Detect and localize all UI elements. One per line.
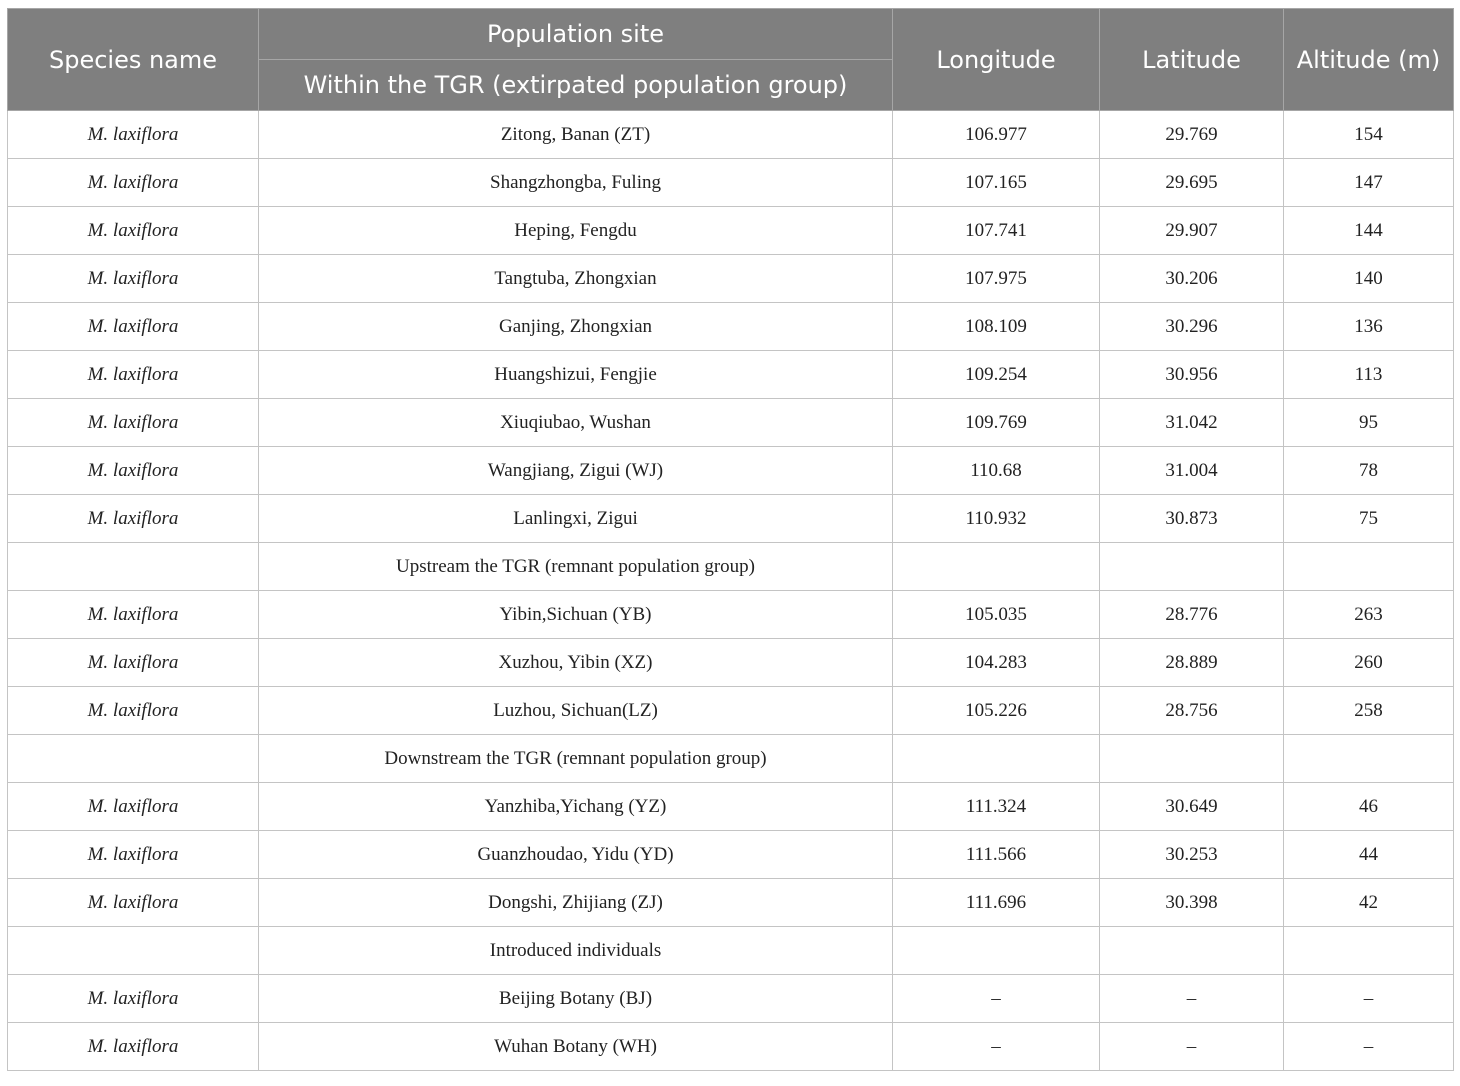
table-row: [8, 975, 1454, 1023]
cell-longitude: –: [893, 975, 1100, 1023]
table-body: [8, 111, 1454, 1071]
cell-latitude: 31.042: [1100, 399, 1284, 447]
cell-latitude: 30.873: [1100, 495, 1284, 543]
table-row: [8, 111, 1454, 159]
table-row: [8, 447, 1454, 495]
cell-altitude: 258: [1284, 687, 1454, 735]
cell-latitude: [1100, 735, 1284, 783]
table-row: [8, 399, 1454, 447]
cell-species: M. laxiflora: [8, 1023, 259, 1071]
cell-latitude: 30.206: [1100, 255, 1284, 303]
table-row: [8, 351, 1454, 399]
cell-site: Introduced individuals: [259, 927, 893, 975]
cell-latitude: 28.889: [1100, 639, 1284, 687]
cell-site: Downstream the TGR (remnant population group): [259, 735, 893, 783]
cell-species: M. laxiflora: [8, 207, 259, 255]
group-heading-row: [8, 543, 1454, 591]
cell-site: Beijing Botany (BJ): [259, 975, 893, 1023]
header-latitude: Latitude: [1100, 9, 1284, 111]
group-heading-row: [8, 735, 1454, 783]
cell-site: Xuzhou, Yibin (XZ): [259, 639, 893, 687]
cell-latitude: –: [1100, 1023, 1284, 1071]
table-row: [8, 831, 1454, 879]
cell-longitude: 111.566: [893, 831, 1100, 879]
cell-longitude: 105.226: [893, 687, 1100, 735]
header-longitude: Longitude: [893, 9, 1100, 111]
cell-latitude: 28.776: [1100, 591, 1284, 639]
cell-altitude: 263: [1284, 591, 1454, 639]
table-row: [8, 639, 1454, 687]
cell-site: Heping, Fengdu: [259, 207, 893, 255]
cell-longitude: 111.696: [893, 879, 1100, 927]
cell-species: M. laxiflora: [8, 447, 259, 495]
cell-altitude: 147: [1284, 159, 1454, 207]
cell-species: M. laxiflora: [8, 687, 259, 735]
cell-altitude: 113: [1284, 351, 1454, 399]
table-row: [8, 255, 1454, 303]
cell-latitude: [1100, 927, 1284, 975]
cell-longitude: 109.769: [893, 399, 1100, 447]
group-heading-row: [8, 927, 1454, 975]
cell-species: M. laxiflora: [8, 159, 259, 207]
table-row: [8, 495, 1454, 543]
cell-species: M. laxiflora: [8, 975, 259, 1023]
cell-latitude: 30.398: [1100, 879, 1284, 927]
table-row: [8, 159, 1454, 207]
cell-latitude: 30.296: [1100, 303, 1284, 351]
cell-latitude: 29.695: [1100, 159, 1284, 207]
cell-latitude: –: [1100, 975, 1284, 1023]
cell-site: Tangtuba, Zhongxian: [259, 255, 893, 303]
cell-site: Ganjing, Zhongxian: [259, 303, 893, 351]
cell-longitude: 105.035: [893, 591, 1100, 639]
table-row: [8, 687, 1454, 735]
cell-longitude: 110.932: [893, 495, 1100, 543]
cell-site: Dongshi, Zhijiang (ZJ): [259, 879, 893, 927]
cell-altitude: 144: [1284, 207, 1454, 255]
cell-longitude: 107.741: [893, 207, 1100, 255]
cell-longitude: 111.324: [893, 783, 1100, 831]
cell-species: M. laxiflora: [8, 831, 259, 879]
cell-site: Yanzhiba,Yichang (YZ): [259, 783, 893, 831]
table-header: [8, 9, 1454, 111]
cell-site: Yibin,Sichuan (YB): [259, 591, 893, 639]
cell-longitude: 108.109: [893, 303, 1100, 351]
cell-altitude: –: [1284, 1023, 1454, 1071]
cell-species: M. laxiflora: [8, 783, 259, 831]
cell-altitude: 75: [1284, 495, 1454, 543]
header-population-site: Population site: [259, 9, 893, 60]
cell-longitude: 104.283: [893, 639, 1100, 687]
cell-latitude: 29.907: [1100, 207, 1284, 255]
cell-site: Guanzhoudao, Yidu (YD): [259, 831, 893, 879]
cell-site: Shangzhongba, Fuling: [259, 159, 893, 207]
cell-latitude: 28.756: [1100, 687, 1284, 735]
cell-altitude: 154: [1284, 111, 1454, 159]
cell-longitude: [893, 735, 1100, 783]
cell-altitude: –: [1284, 975, 1454, 1023]
cell-latitude: 30.649: [1100, 783, 1284, 831]
cell-longitude: –: [893, 1023, 1100, 1071]
cell-site: Wangjiang, Zigui (WJ): [259, 447, 893, 495]
cell-species: M. laxiflora: [8, 111, 259, 159]
cell-species: M. laxiflora: [8, 255, 259, 303]
cell-longitude: 109.254: [893, 351, 1100, 399]
cell-species: M. laxiflora: [8, 351, 259, 399]
header-within-group: Within the TGR (extirpated population group): [259, 60, 893, 111]
table-row: [8, 303, 1454, 351]
cell-species: M. laxiflora: [8, 879, 259, 927]
cell-site: Upstream the TGR (remnant population group): [259, 543, 893, 591]
cell-longitude: 107.975: [893, 255, 1100, 303]
cell-longitude: 107.165: [893, 159, 1100, 207]
cell-site: Xiuqiubao, Wushan: [259, 399, 893, 447]
cell-site: Zitong, Banan (ZT): [259, 111, 893, 159]
cell-altitude: 46: [1284, 783, 1454, 831]
cell-latitude: 30.253: [1100, 831, 1284, 879]
cell-altitude: 44: [1284, 831, 1454, 879]
cell-species: M. laxiflora: [8, 399, 259, 447]
cell-longitude: [893, 927, 1100, 975]
cell-latitude: [1100, 543, 1284, 591]
cell-species: M. laxiflora: [8, 591, 259, 639]
cell-site: Lanlingxi, Zigui: [259, 495, 893, 543]
cell-species: [8, 543, 259, 591]
cell-latitude: 29.769: [1100, 111, 1284, 159]
cell-species: M. laxiflora: [8, 303, 259, 351]
cell-altitude: 78: [1284, 447, 1454, 495]
table-row: [8, 207, 1454, 255]
cell-longitude: 110.68: [893, 447, 1100, 495]
cell-site: Huangshizui, Fengjie: [259, 351, 893, 399]
cell-species: [8, 735, 259, 783]
table-row: [8, 783, 1454, 831]
cell-species: [8, 927, 259, 975]
cell-latitude: 31.004: [1100, 447, 1284, 495]
population-sites-table: [7, 8, 1454, 1071]
cell-site: Wuhan Botany (WH): [259, 1023, 893, 1071]
cell-altitude: [1284, 543, 1454, 591]
table-row: [8, 1023, 1454, 1071]
cell-altitude: [1284, 927, 1454, 975]
header-altitude: Altitude (m): [1284, 9, 1454, 111]
cell-altitude: 260: [1284, 639, 1454, 687]
cell-species: M. laxiflora: [8, 639, 259, 687]
cell-latitude: 30.956: [1100, 351, 1284, 399]
cell-altitude: 140: [1284, 255, 1454, 303]
cell-longitude: [893, 543, 1100, 591]
cell-site: Luzhou, Sichuan(LZ): [259, 687, 893, 735]
header-species-name: Species name: [8, 9, 259, 111]
cell-altitude: [1284, 735, 1454, 783]
cell-altitude: 95: [1284, 399, 1454, 447]
table-row: [8, 879, 1454, 927]
cell-longitude: 106.977: [893, 111, 1100, 159]
cell-altitude: 136: [1284, 303, 1454, 351]
table-row: [8, 591, 1454, 639]
cell-altitude: 42: [1284, 879, 1454, 927]
cell-species: M. laxiflora: [8, 495, 259, 543]
header-row-1: [8, 9, 1454, 60]
